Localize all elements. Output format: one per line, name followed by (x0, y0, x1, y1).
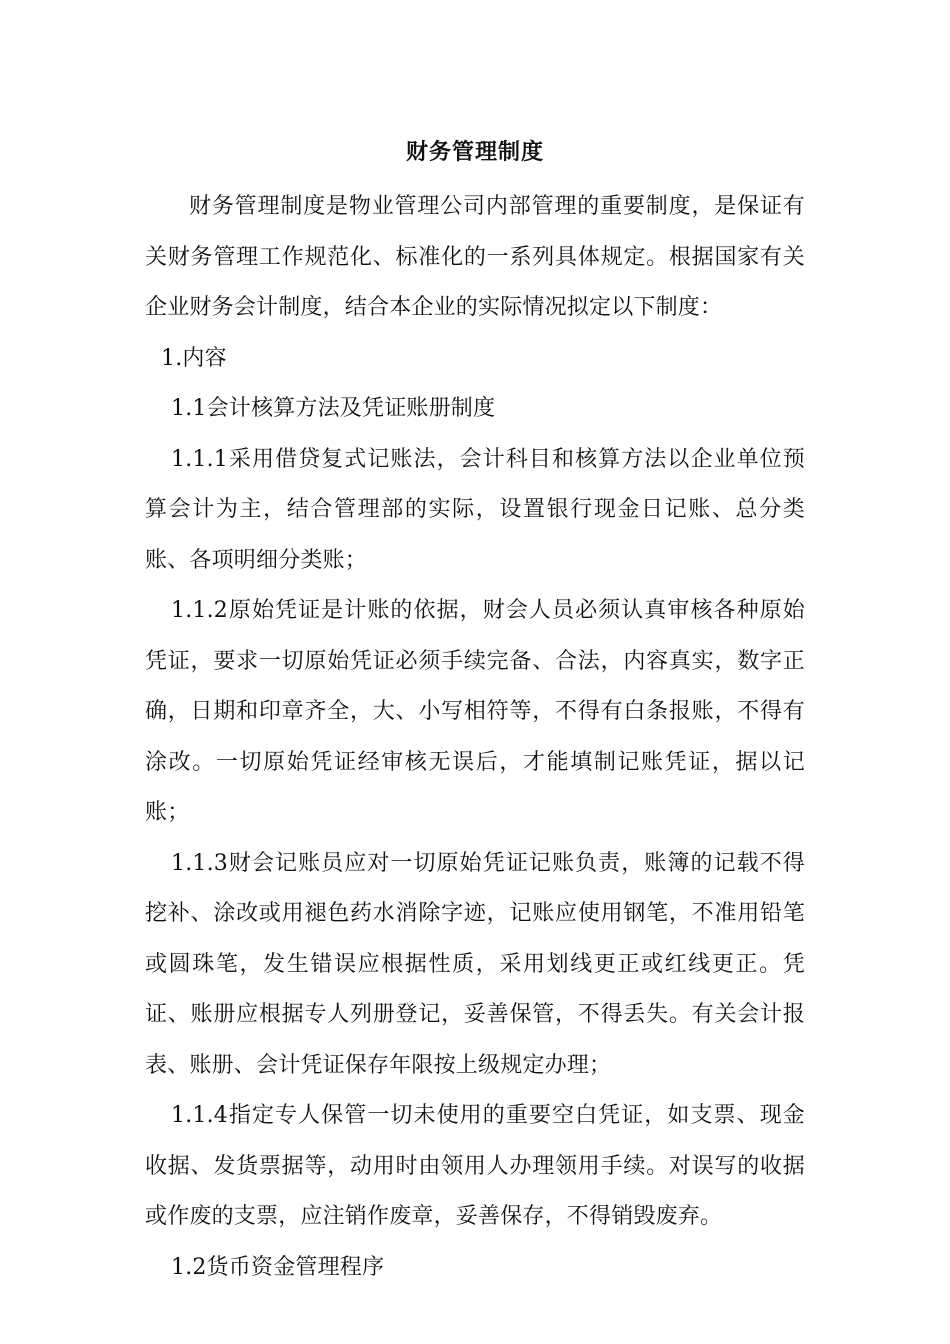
clause-1-1-4: 1.1.4指定专人保管一切未使用的重要空白凭证，如支票、现金收据、发货票据等，动用时由领用人办理领用手续。对误写的收据或作废的支票，应注销作废章，妥善保存，不得销毁废弃。 (145, 1103, 805, 1229)
document-title: 财务管理制度 (405, 139, 544, 165)
section-heading-1-2: 1.2货币资金管理程序 (171, 1254, 385, 1280)
intro-paragraph: 财务管理制度是物业管理公司内部管理的重要制度，是保证有关财务管理工作规范化、标准化的一系列具体规定。根据国家有关企业财务会计制度，结合本企业的实际情况拟定以下制度： (145, 194, 805, 320)
clause-1-1-2: 1.1.2原始凭证是计账的依据，财会人员必须认真审核各种原始凭证，要求一切原始凭证必须手续完备、合法，内容真实，数字正确，日期和印章齐全，大、小写相符等，不得有白条报账，不得有涂改。一切原始凭证经审核无误后，才能填制记账凭证，据以记账； (145, 598, 805, 825)
clause-1-1-3: 1.1.3财会记账员应对一切原始凭证记账负责，账簿的记载不得挖补、涂改或用褪色药水消除字迹，记账应使用钢笔，不准用铅笔或圆珠笔，发生错误应根据性质，采用划线更正或红线更正。凭证、账册应根据专人列册登记，妥善保管，不得丢失。有关会计报表、账册、会计凭证保存年限按上级规定办理； (145, 850, 805, 1078)
clause-1-1-1: 1.1.1采用借贷复式记账法，会计科目和核算方法以企业单位预算会计为主，结合管理部的实际，设置银行现金日记账、总分类账、各项明细分类账； (145, 446, 805, 573)
section-heading-1-1: 1.1会计核算方法及凭证账册制度 (171, 396, 496, 421)
section-heading-1: 1.内容 (161, 345, 227, 371)
document-page (145, 130, 805, 1293)
